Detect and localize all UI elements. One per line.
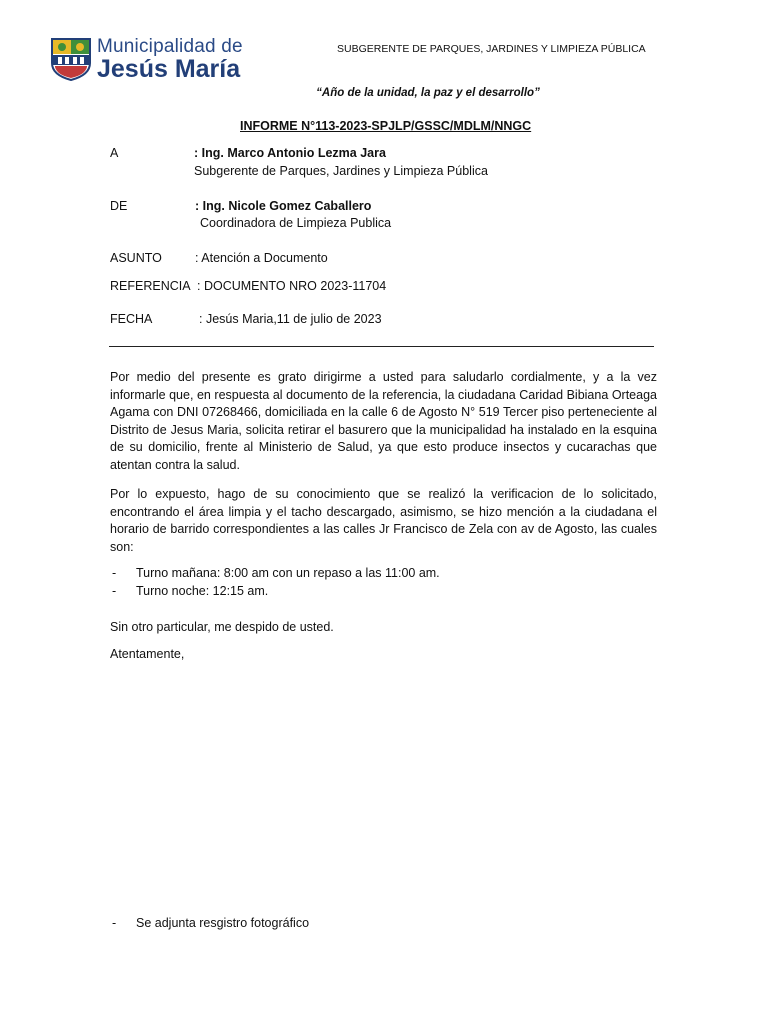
reference-label: REFERENCIA	[110, 279, 191, 293]
attachment-note: Se adjunta resgistro fotográfico	[136, 916, 310, 930]
from-name: : Ing. Nicole Gomez Caballero	[195, 199, 372, 213]
department-header: SUBGERENTE DE PARQUES, JARDINES Y LIMPIEZA PÚBLICA	[337, 43, 646, 55]
closing-line: Sin otro particular, me despido de usted.	[110, 620, 334, 634]
reference-value: : DOCUMENTO NRO 2023-11704	[197, 279, 387, 293]
year-motto: “Año de la unidad, la paz y el desarrollo”	[316, 87, 540, 99]
schedule-night: Turno noche: 12:15 am.	[136, 584, 269, 598]
bullet-mark: -	[112, 916, 117, 930]
date-label: FECHA	[110, 312, 153, 326]
from-role: Coordinadora de Limpieza Publica	[200, 216, 392, 230]
report-title: INFORME N°113-2023-SPJLP/GSSC/MDLM/NNGC	[240, 119, 532, 133]
signoff: Atentamente,	[110, 647, 185, 661]
to-role: Subgerente de Parques, Jardines y Limpieza Pública	[194, 164, 488, 178]
logo-line-1: Municipalidad de	[97, 36, 243, 57]
from-label: DE	[110, 199, 128, 213]
subject-value: : Atención a Documento	[195, 251, 328, 265]
bullet-mark: -	[112, 584, 117, 598]
shield-crest-icon	[50, 37, 92, 81]
schedule-morning: Turno mañana: 8:00 am con un repaso a las 11:00 am.	[136, 566, 440, 580]
logo-line-2: Jesús María	[97, 55, 241, 83]
separator-line	[109, 346, 654, 347]
to-label: A	[110, 146, 119, 160]
date-value: : Jesús Maria,11 de julio de 2023	[199, 312, 382, 326]
to-name: : Ing. Marco Antonio Lezma Jara	[194, 146, 386, 160]
bullet-mark: -	[112, 566, 117, 580]
subject-label: ASUNTO	[110, 251, 162, 265]
body-paragraph-2: Por lo expuesto, hago de su conocimiento que se realizó la verificacion de lo solicitado, encontrando el área limpia y el tacho descargado, asimismo, se hizo mención a la ciudadana el horario de barrido correspondientes a las calles Jr Francisco de Zela con av de Agosto, las cuales son:	[110, 487, 657, 554]
body-paragraph-1: Por medio del presente es grato dirigirme a usted para saludarlo cordialmente, y a la vez informarle que, en respuesta al documento de la referencia, la ciudadana Caridad Bibiana Orteaga Agama con DNI 07268466, domiciliada en la calle 6 de Agosto N° 519 Tercer piso perteneciente al Distrito de Jesus Maria, solicita retirar el basurero que la municipalidad ha instalado en la esquina de su domicilio, frente al Ministerio de Salud, ya que esto produce insectos y cucarachas que atentan contra la salud.	[110, 370, 657, 472]
